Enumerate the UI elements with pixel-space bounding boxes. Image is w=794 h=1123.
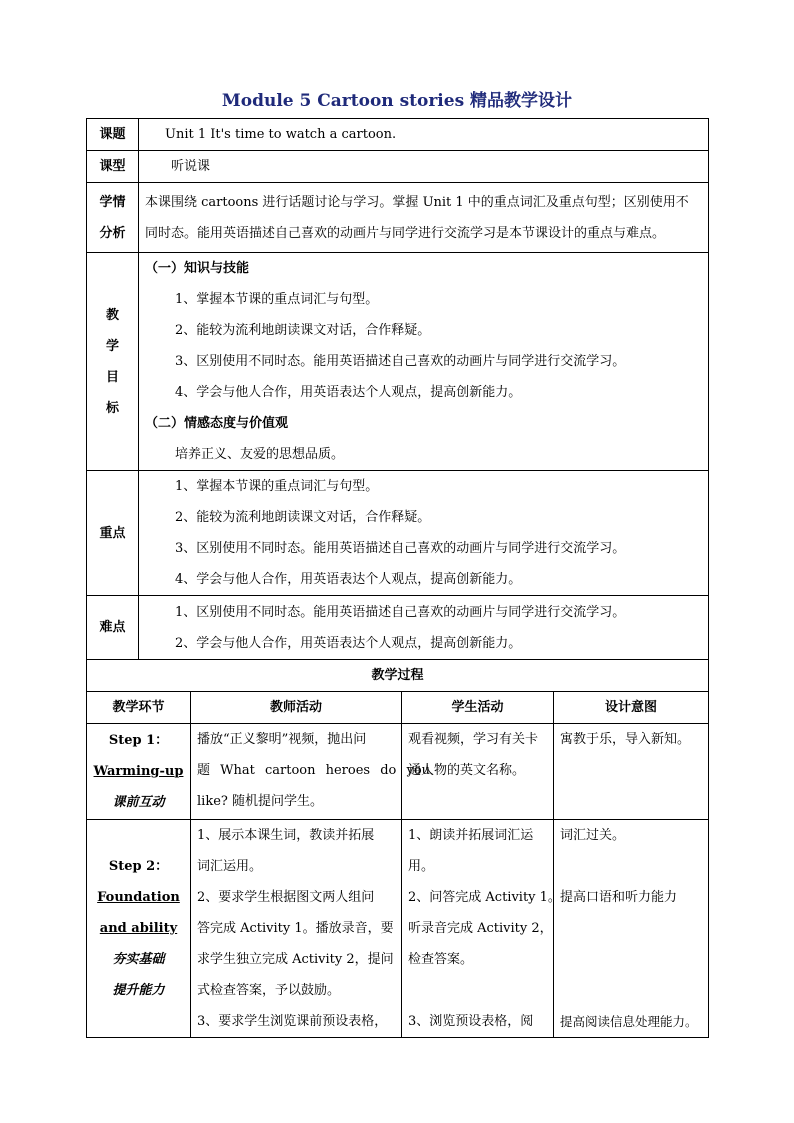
step1-student xyxy=(402,724,554,820)
step2-student-line xyxy=(408,975,547,1006)
step2-student-line: 听录音完成 Activity 2， xyxy=(408,921,553,936)
step1-stage xyxy=(87,724,191,820)
step1-cn: 课前互动 xyxy=(112,795,165,810)
col-stage: 教学环节 xyxy=(87,692,191,724)
step1-intent xyxy=(554,724,709,820)
step2-teacher-line: 3、要求学生浏览课前预设表格， xyxy=(197,1014,388,1029)
label-goals-char: 目 xyxy=(105,369,119,385)
label-goals xyxy=(87,253,139,471)
goals-item: 培养正义、友爱的思想品质。 xyxy=(175,447,345,462)
col-student: 学生活动 xyxy=(402,692,554,724)
row-difficulties xyxy=(87,596,709,660)
value-difficulties xyxy=(139,596,709,660)
goals-item: 2、能较为流利地朗读课文对话，合作释疑。 xyxy=(175,323,431,338)
goals-heading-attitude: （二）情感态度与价值观 xyxy=(145,416,289,431)
step2-teacher-line: 词汇运用。 xyxy=(197,859,263,874)
step2-intent-line xyxy=(560,944,702,975)
step1-teacher-line: 播放“正义黎明”视频，抛出问 xyxy=(197,732,367,747)
step2-teacher-line: 2、要求学生根据图文两人组问 xyxy=(197,890,375,905)
step2-intent xyxy=(554,820,709,1038)
step2-cn: 夯实基础 xyxy=(112,952,165,967)
row-key-points xyxy=(87,471,709,596)
step2-teacher-line: 式检查答案，予以鼓励。 xyxy=(197,983,341,998)
value-key-points xyxy=(139,471,709,596)
step2-en: Foundation xyxy=(97,890,180,905)
process-heading: 教学过程 xyxy=(87,660,709,692)
label-key-points: 重点 xyxy=(87,471,139,596)
step1-intent-line: 寓教于乐，导入新知。 xyxy=(560,732,691,747)
value-type: 听说课 xyxy=(139,151,709,183)
row-step-2 xyxy=(87,820,709,1038)
key-point-item: 3、区别使用不同时态。能用英语描述自己喜欢的动画片与同学进行交流学习。 xyxy=(175,541,626,556)
step1-student-line: 通人物的英文名称。 xyxy=(408,763,526,778)
key-point-item: 4、学会与他人合作，用英语表达个人观点，提高创新能力。 xyxy=(175,572,522,587)
analysis-line-1: 本课围绕 cartoons 进行话题讨论与学习。掌握 Unit 1 中的重点词汇及重点句型；区别使用不 xyxy=(145,194,689,210)
col-intent: 设计意图 xyxy=(554,692,709,724)
analysis-line-2: 同时态。能用英语描述自己喜欢的动画片与同学进行交流学习是本节课设计的重点与难点。 xyxy=(145,225,666,241)
step2-student-line: 1、朗读并拓展词汇运 xyxy=(408,828,534,843)
label-analysis-1: 学情 xyxy=(99,194,126,210)
step1-teacher xyxy=(191,724,431,820)
document-title: Module 5 Cartoon stories 精品教学设计 xyxy=(221,91,573,111)
lesson-plan-table xyxy=(86,118,709,1038)
step1-teacher-line: like? 随机提问学生。 xyxy=(197,794,323,809)
row-topic xyxy=(87,119,709,151)
step2-intent-line xyxy=(560,851,702,882)
value-analysis xyxy=(139,183,709,253)
step2-teacher xyxy=(191,820,402,1038)
row-process-columns xyxy=(87,692,709,724)
step2-en: and ability xyxy=(99,921,178,936)
difficulty-item: 2、学会与他人合作，用英语表达个人观点，提高创新能力。 xyxy=(175,635,522,651)
row-analysis xyxy=(87,183,709,253)
step2-student-line: 检查答案。 xyxy=(408,952,474,967)
step2-student xyxy=(402,820,561,1038)
step2-stage xyxy=(87,820,191,1038)
step2-student-line: 2、问答完成 Activity 1。 xyxy=(408,890,561,905)
value-topic: Unit 1 It's time to watch a cartoon. xyxy=(139,119,709,151)
label-difficulties: 难点 xyxy=(87,596,139,660)
key-point-item: 2、能较为流利地朗读课文对话，合作释疑。 xyxy=(175,510,431,525)
goals-item: 4、学会与他人合作，用英语表达个人观点，提高创新能力。 xyxy=(175,385,522,400)
step2-teacher-line: 求学生独立完成 Activity 2，提问 xyxy=(197,952,394,967)
step2-intent-line xyxy=(560,913,702,944)
label-goals-char: 标 xyxy=(105,400,119,416)
label-goals-char: 教 xyxy=(105,307,119,323)
step2-intent-line: 提高口语和听力能力 xyxy=(560,890,678,905)
step2-intent-line: 提高阅读信息处理能力。 xyxy=(560,1014,698,1029)
row-type xyxy=(87,151,709,183)
label-goals-char: 学 xyxy=(105,338,119,354)
step1-student-line: 观看视频，学习有关卡 xyxy=(408,732,539,747)
goals-heading-knowledge: （一）知识与技能 xyxy=(145,261,250,276)
row-step-1 xyxy=(87,724,709,820)
goals-item: 3、区别使用不同时态。能用英语描述自己喜欢的动画片与同学进行交流学习。 xyxy=(175,354,626,369)
label-topic: 课题 xyxy=(87,119,139,151)
step2-student-line: 3、浏览预设表格，阅 xyxy=(408,1014,534,1029)
step1-teacher-line: 题 What cartoon heroes do you xyxy=(197,763,431,778)
step1-en: Warming-up xyxy=(93,764,184,779)
step2-intent-line: 词汇过关。 xyxy=(560,828,626,843)
step2-teacher-line: 1、展示本课生词，教读并拓展 xyxy=(197,828,375,843)
step2-intent-line xyxy=(560,975,702,1006)
step2-teacher-line: 答完成 Activity 1。播放录音，要 xyxy=(197,921,394,936)
key-point-item: 1、掌握本节课的重点词汇与句型。 xyxy=(175,479,379,494)
step2-name: Step 2： xyxy=(108,859,169,874)
step1-name: Step 1： xyxy=(108,733,169,748)
row-process-heading xyxy=(87,660,709,692)
difficulty-item: 1、区别使用不同时态。能用英语描述自己喜欢的动画片与同学进行交流学习。 xyxy=(175,604,626,620)
value-goals xyxy=(139,253,709,471)
label-analysis xyxy=(87,183,139,253)
label-type: 课型 xyxy=(87,151,139,183)
label-analysis-2: 分析 xyxy=(99,225,126,241)
step2-cn: 提升能力 xyxy=(112,983,165,998)
col-teacher: 教师活动 xyxy=(191,692,402,724)
row-goals xyxy=(87,253,709,471)
step2-student-line: 用。 xyxy=(408,859,435,874)
goals-item: 1、掌握本节课的重点词汇与句型。 xyxy=(175,292,379,307)
